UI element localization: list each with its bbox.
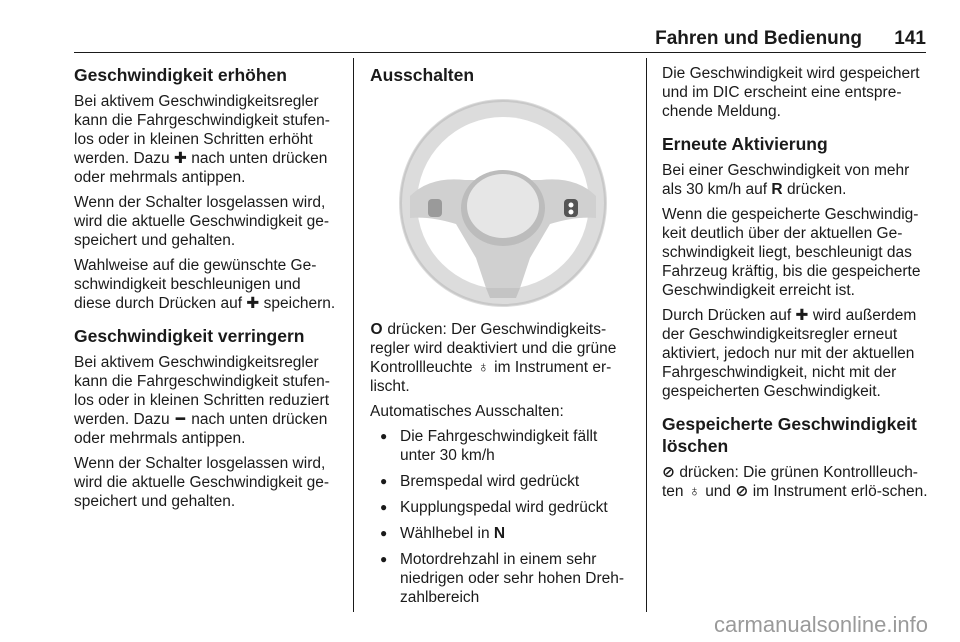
column-2 xyxy=(370,64,636,614)
list-item: ● Kupplungspedal wird gedrückt xyxy=(370,498,636,517)
paragraph: Wenn der Schalter losgelassen wird, wird die aktuelle Geschwindigkeit ge-speichert und gehalten. xyxy=(74,194,330,249)
paragraph: Automatisches Ausschalten: xyxy=(370,403,564,420)
heading-decrease-speed: Geschwindigkeit verringern xyxy=(74,326,305,346)
page-number: 141 xyxy=(894,28,926,49)
column-3 xyxy=(662,64,928,507)
plus-icon: ✚ xyxy=(173,150,187,167)
watermark: carmanualsonline.info xyxy=(713,612,928,637)
column-divider xyxy=(646,58,647,612)
paragraph: Wenn der Schalter losgelassen wird, wird die aktuelle Geschwindigkeit ge-speichert und gehalten. xyxy=(74,455,330,510)
resume-key-label: R xyxy=(771,181,783,198)
paragraph: O drücken: Der Geschwindigkeits-regler wird deaktiviert und die grüne Kontrollleuchte ♁ im Instrument er-lischt. xyxy=(370,321,617,395)
list-item: ● Motordrehzahl in einem sehr niedrigen oder sehr hohen Dreh-zahlbereich xyxy=(370,550,636,607)
cruise-control-icon: ♁ xyxy=(477,359,490,376)
steering-wheel-illustration xyxy=(370,96,636,310)
paragraph: Bei aktivem Geschwindigkeitsregler kann die Fahrgeschwindigkeit stufen-los oder in kleinen Schritten erhöht werden. Dazu ✚ nach unten drücken oder mehrmals antippen. xyxy=(74,93,330,186)
list-item: ● Bremspedal wird gedrückt xyxy=(370,472,636,491)
page-title: Fahren und Bedienung xyxy=(655,28,862,49)
paragraph: Bei einer Geschwindigkeit von mehr als 30 km/h auf R drücken. xyxy=(662,162,910,198)
paragraph: Wahlweise auf die gewünschte Ge-schwindigkeit beschleunigen und diese durch Drücken auf ✚ speichern. xyxy=(74,257,336,312)
column-divider xyxy=(353,58,354,612)
cruise-off-icon: O xyxy=(370,321,383,338)
minus-icon: ━ xyxy=(175,411,186,428)
heading-reactivation: Erneute Aktivierung xyxy=(662,134,828,154)
column-1 xyxy=(74,64,340,517)
paragraph: Bei aktivem Geschwindigkeitsregler kann die Fahrgeschwindigkeit stufen-los oder in kleinen Schritten reduziert werden. Dazu ━ nach unten drücken oder mehrmals antippen. xyxy=(74,354,330,447)
paragraph: ⊘ drücken: Die grünen Kontrollleuch-ten ♁ und ⊘ im Instrument erlö-schen. xyxy=(662,464,928,500)
list-item: ● Wählhebel in N xyxy=(370,524,636,543)
paragraph: Wenn die gespeicherte Geschwindig-keit deutlich über der aktuellen Ge-schwindigkeit liegt, beschleunigt das Fahrzeug kräftig, bis die gespeicherte Geschwindigkeit erreicht ist. xyxy=(662,206,921,299)
limiter-icon: ⊘ xyxy=(662,464,675,481)
paragraph: Durch Drücken auf ✚ wird außerdem der Geschwindigkeitsregler erneut aktiviert, jedoch nur mit der aktuellen Fahrgeschwindigkeit, nicht mit der gespeicherten Geschwindigkeit. xyxy=(662,307,917,400)
plus-icon: ✚ xyxy=(246,295,260,312)
plus-icon: ✚ xyxy=(795,307,809,324)
heading-delete-stored-speed: Gespeicherte Geschwindigkeit löschen xyxy=(662,414,917,456)
limiter-icon: ⊘ xyxy=(735,483,749,500)
cruise-control-icon: ♁ xyxy=(688,483,701,500)
paragraph: Die Geschwindigkeit wird gespeichert und im DIC erscheint eine entspre-chende Meldung. xyxy=(662,65,920,120)
list-item: ● Die Fahrgeschwindigkeit fällt unter 30 km/h xyxy=(370,427,636,465)
auto-off-list xyxy=(370,427,636,607)
heading-increase-speed: Geschwindigkeit erhöhen xyxy=(74,65,287,85)
page-header xyxy=(74,28,926,53)
heading-switch-off: Ausschalten xyxy=(370,65,475,85)
